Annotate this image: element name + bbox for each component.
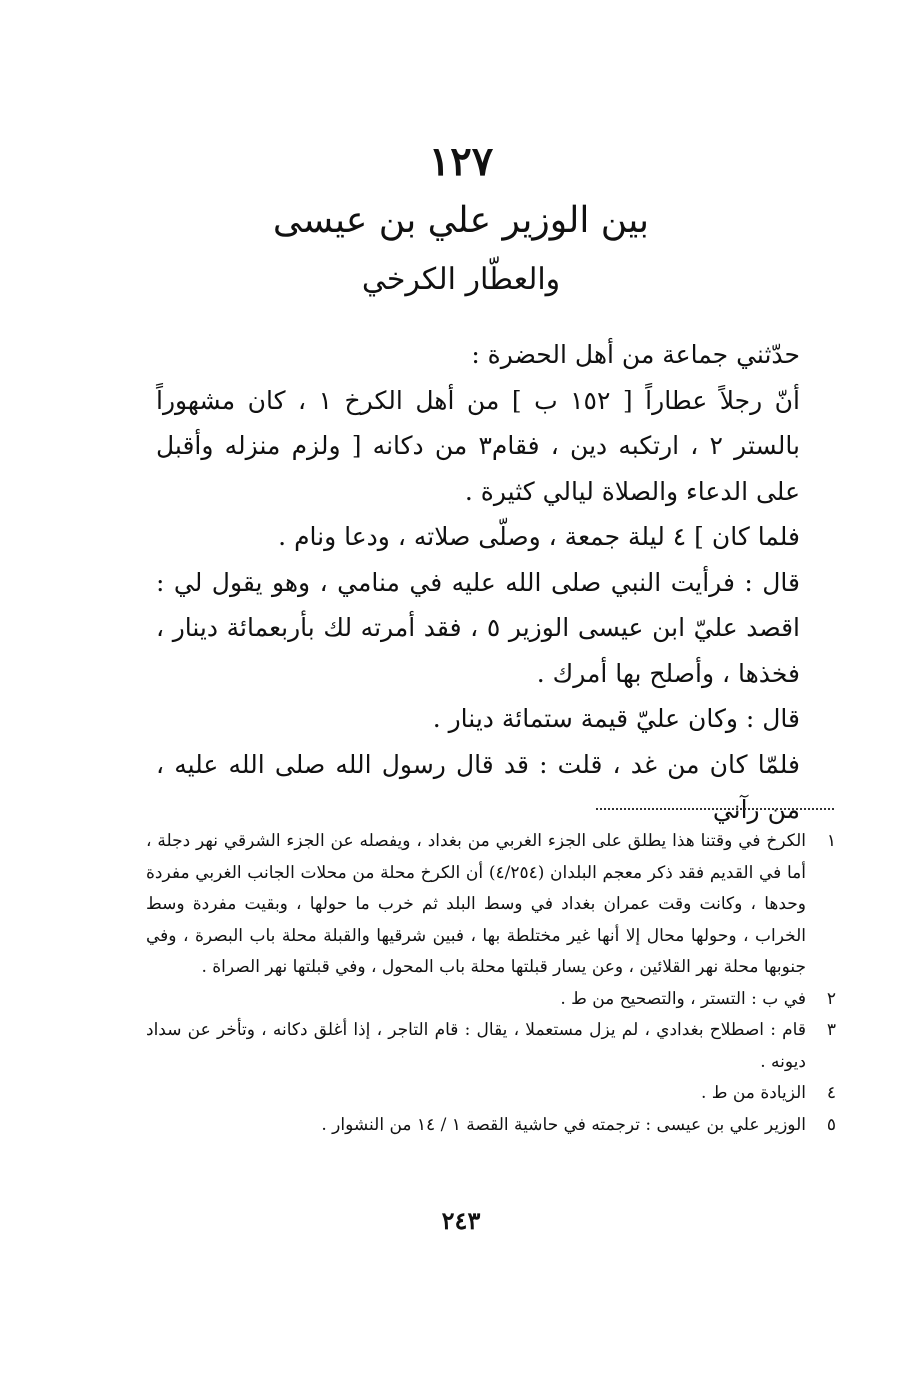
footnote-text: الزيادة من ط . (700, 1083, 806, 1103)
footnote-number: ٥ (826, 1114, 836, 1135)
story-number: ١٢٧ (428, 138, 494, 185)
body-paragraph: حدّثني جماعة من أهل الحضرة : (471, 340, 800, 369)
footnote-text: الكرخ في وقتنا هذا يطلق على الجزء الغربي من بغداد ، ويفصله عن الجزء الشرقي نهر دجلة ، أما في القديم فقد ذكر معجم البلدان (٤/٢٥٤) أن الكرخ محلة من محلات الجانب الغربي مفردة وحدها ، وكانت وقت عمران بغداد في وسط البلد ثم خرب ما حولها ، وبقيت مفردة وسط الخراب ، وحولها محال إلا أنها غير مختلطة بها ، فبين شرقيها والقبلة محلة باب البصرة ، وفي جنوبها محلة نهر القلائين ، وعن يسار قبلتها محلة باب المحول ، وفي قبلتها نهر الصراة . (146, 831, 806, 977)
footnote-divider (596, 808, 834, 810)
footnote-text: في ب : التستر ، والتصحيح من ط . (560, 988, 806, 1009)
footnote-number: ٤ (826, 1083, 836, 1103)
body-paragraph: فلمّا كان من غد ، قلت : قد قال رسول الله صلى الله عليه ، من رآني (156, 749, 800, 824)
story-title: بين الوزير علي بن عيسى (272, 200, 650, 241)
footnote-number: ٢ (826, 988, 836, 1009)
body-paragraph: أنّ رجلاً عطاراً [ ١٥٢ ب ] من أهل الكرخ ١ ، كان مشهوراً بالستر ٢ ، ارتكبه دين ، فقام٣ من دكانه [ ولزم منزله وأقبل على الدعاء والصلاة ليالي كثيرة . (156, 385, 801, 506)
footnote-number: ١ (826, 831, 836, 851)
footnote-text: قام : اصطلاح بغدادي ، لم يزل مستعملا ، يقال : قام التاجر ، إذا أغلق دكانه ، وتأخر عن سداد ديونه . (146, 1020, 806, 1072)
body-paragraph: فلما كان ] ٤ ليلة جمعة ، وصلّى صلاته ، ودعا ونام . (278, 522, 800, 551)
footnotes (146, 826, 836, 1141)
body-paragraph: قال : وكان عليّ قيمة ستمائة دينار . (432, 704, 800, 733)
footnote-number: ٣ (826, 1020, 836, 1040)
footnote (146, 984, 836, 1016)
footnote-text: الوزير علي بن عيسى : ترجمته في حاشية القصة ١ / ١٤ من النشوار . (321, 1114, 806, 1135)
page-number: ٢٤٣ (441, 1206, 481, 1235)
footnote (146, 826, 836, 984)
footnote (146, 1078, 836, 1110)
story-subtitle: والعطّار الكرخي (361, 262, 561, 297)
footnote (146, 1110, 836, 1142)
footnote (146, 1015, 836, 1078)
story-body (156, 332, 836, 833)
body-paragraph: قال : فرأيت النبي صلى الله عليه في منامي ، وهو يقول لي : اقصد عليّ ابن عيسى الوزير ٥ ، فقد أمرته لك بأربعمائة دينار ، فخذها ، وأصلح بها أمرك . (156, 567, 800, 688)
